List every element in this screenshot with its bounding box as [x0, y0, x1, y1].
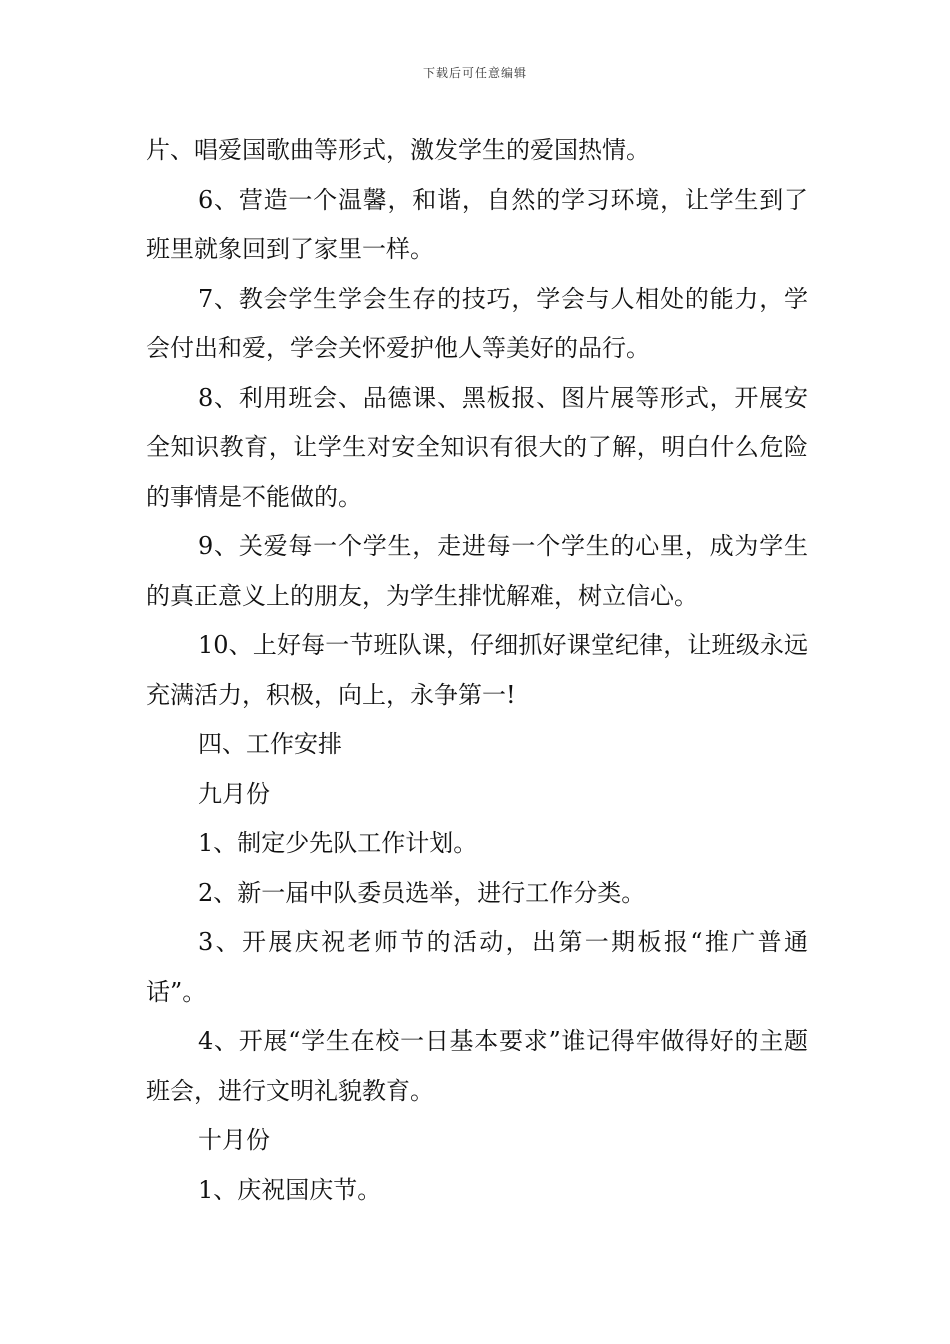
paragraph: 7、教会学生学会生存的技巧，学会与人相处的能力，学会付出和爱，学会关怀爱护他人等美好的品行。: [146, 284, 808, 362]
paragraph: 10、上好每一节班队课，仔细抓好课堂纪律，让班级永远充满活力，积极，向上，永争第一!: [146, 631, 808, 709]
list-item: 1、制定少先队工作计划。: [198, 829, 478, 857]
paragraph: 8、利用班会、品德课、黑板报、图片展等形式，开展安全知识教育，让学生对安全知识有很大的了解，明白什么危险的事情是不能做的。: [146, 383, 808, 511]
list-item: 3、开展庆祝老师节的活动，出第一期板报“推广普通话”。: [146, 928, 808, 1006]
paragraph: 6、营造一个温馨，和谐，自然的学习环境，让学生到了班里就象回到了家里一样。: [146, 185, 808, 263]
list-item: 1、庆祝国庆节。: [198, 1175, 382, 1204]
paragraph: 9、关爱每一个学生，走进每一个学生的心里，成为学生的真正意义上的朋友，为学生排忧解难，树立信心。: [146, 532, 808, 610]
paragraph: 片、唱爱国歌曲等形式，激发学生的爱国热情。: [146, 136, 650, 164]
list-item: 4、开展“学生在校一日基本要求”谁记得牢做得好的主题班会，进行文明礼貌教育。: [146, 1027, 808, 1105]
page-header: 下载后可任意编辑: [422, 66, 527, 80]
month-heading: 十月份: [198, 1126, 270, 1154]
month-heading: 九月份: [198, 779, 270, 808]
section-heading: 四、工作安排: [198, 730, 342, 758]
document-body: [146, 126, 808, 1215]
list-item: 2、新一届中队委员选举，进行工作分类。: [198, 878, 646, 907]
